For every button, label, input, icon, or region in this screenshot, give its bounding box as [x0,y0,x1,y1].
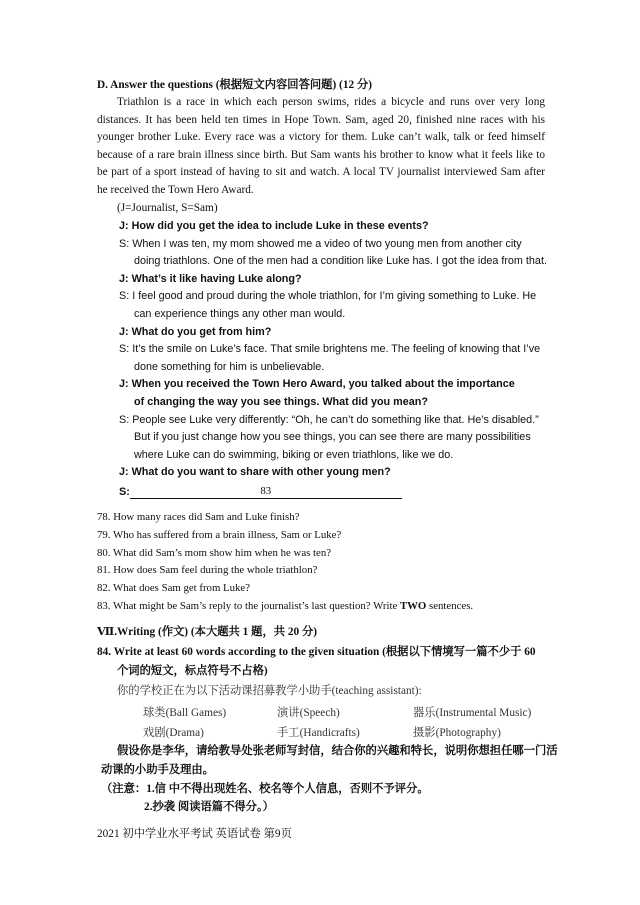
question-81 [97,563,317,577]
question-79 [97,528,341,542]
sam-line: where Luke can do swimming, biking or even triathlons, like we do. [134,448,454,461]
activity-item: 球类(Ball Games) [143,707,227,719]
journalist-line: J: What do you get from him? [119,325,272,338]
activity-item: 器乐(Instrumental Music) [413,707,532,719]
question-text: 83. What might be Sam’s reply to the journalist’s last question? Write [97,600,400,612]
emphasis-two: TWO [399,600,427,612]
activity-item: 手工(Handicrafts) [277,727,360,739]
note-line-2: 2.抄袭 阅读语篇不得分。） [144,801,274,813]
sam-line: S: People see Luke very differently: “Oh, he can’t do something like that. He’s disabled.” [119,413,539,426]
question-end: sentences. [426,600,474,612]
q84-line-1: 84. Write at least 60 words according to the given situation (根据以下情境写一篇不少于 60 [97,646,536,658]
journalist-line: J: When you received the Town Hero Award, you talked about the importance [119,378,515,391]
role-legend: (J=Journalist, S=Sam) [117,202,218,214]
journalist-line: J: What’s it like having Luke along? [119,272,302,285]
question-text: 79. Who has suffered from a brain illness, Sam or Luke? [97,528,342,541]
task-line-2: 动课的小助手及理由。 [101,764,214,776]
activity-item: 演讲(Speech) [277,707,340,719]
question-80 [97,546,331,560]
passage-line: Triathlon is a race in which each person swims, rides a bicycle and runs over very long [117,96,545,108]
sam-line: S: When I was ten, my mom showed me a video of two young men from another city [119,237,522,250]
section-d-heading: D. Answer the questions (根据短文内容回答问题) (12 分) [97,79,372,91]
answer-blank: 83 [130,484,402,499]
task-line-1: 假设你是李华，请给教导处张老师写封信，结合你的兴趣和特长，说明你想担任哪一门活 [117,745,558,757]
answer-line [119,484,402,499]
page-footer: 2021 初中学业水平考试 英语试卷 第9页 [97,828,292,840]
question-text: 81. How does Sam feel during the whole triathlon? [97,564,318,577]
question-83 [97,599,473,613]
journalist-line: J: What do you want to share with other young men? [119,466,391,479]
journalist-line: of changing the way you see things. What did you mean? [134,396,428,408]
q84-line-2: 个词的短文，标点符号不占格) [117,665,268,677]
sam-line: But if you just change how you see things, you can see there are many possibilities [134,431,531,444]
passage-line: because of a rare brain illness since birth. But Sam wants his brother to know what it feels like to [97,148,545,161]
question-78 [97,510,299,524]
sam-line: can experience things any other man would. [134,308,346,320]
passage-line: be part of a sport instead of having to sit and watch. A local TV journalist interviewed Sam after [97,166,545,179]
writing-heading: Ⅶ.Writing (作文) (本大题共 1 题，共 20 分) [97,626,318,638]
activity-item: 摄影(Photography) [413,727,501,739]
passage-line: he received the Town Hero Award. [97,184,254,196]
sam-line: doing triathlons. One of the men had a condition like Luke has. I got the idea from that. [134,255,547,268]
writing-intro: 你的学校正在为以下活动课招募教学小助手(teaching assistant): [117,685,422,697]
answer-prefix: S: [119,486,130,498]
note-line-1: （注意：1.信 中不得出现姓名、校名等个人信息，否则不予评分。 [101,783,429,795]
question-text: 80. What did Sam’s mom show him when he was ten? [97,546,332,559]
sam-line: S: I feel good and proud during the whole triathlon, for I’m giving something to Luke. He [119,290,537,303]
passage-line: younger brother Luke. Every race was a victory for them. Luke can’t walk, talk or feed himself [97,131,545,144]
passage-line: distances. It has been held ten times in Hope Town. Sam, aged 20, finished nine races with his [97,113,545,126]
journalist-line: J: How did you get the idea to include Luke in these events? [119,220,429,232]
sam-line: done something for him is unbelievable. [134,360,325,373]
question-text: 82. What does Sam get from Luke? [97,582,251,595]
question-text: 78. How many races did Sam and Luke finish? [97,511,300,523]
sam-line: S: It’s the smile on Luke’s face. That smile brightens me. The feeling of knowing that I’ve [119,343,541,356]
activity-item: 戏剧(Drama) [143,727,204,739]
question-82 [97,581,250,595]
